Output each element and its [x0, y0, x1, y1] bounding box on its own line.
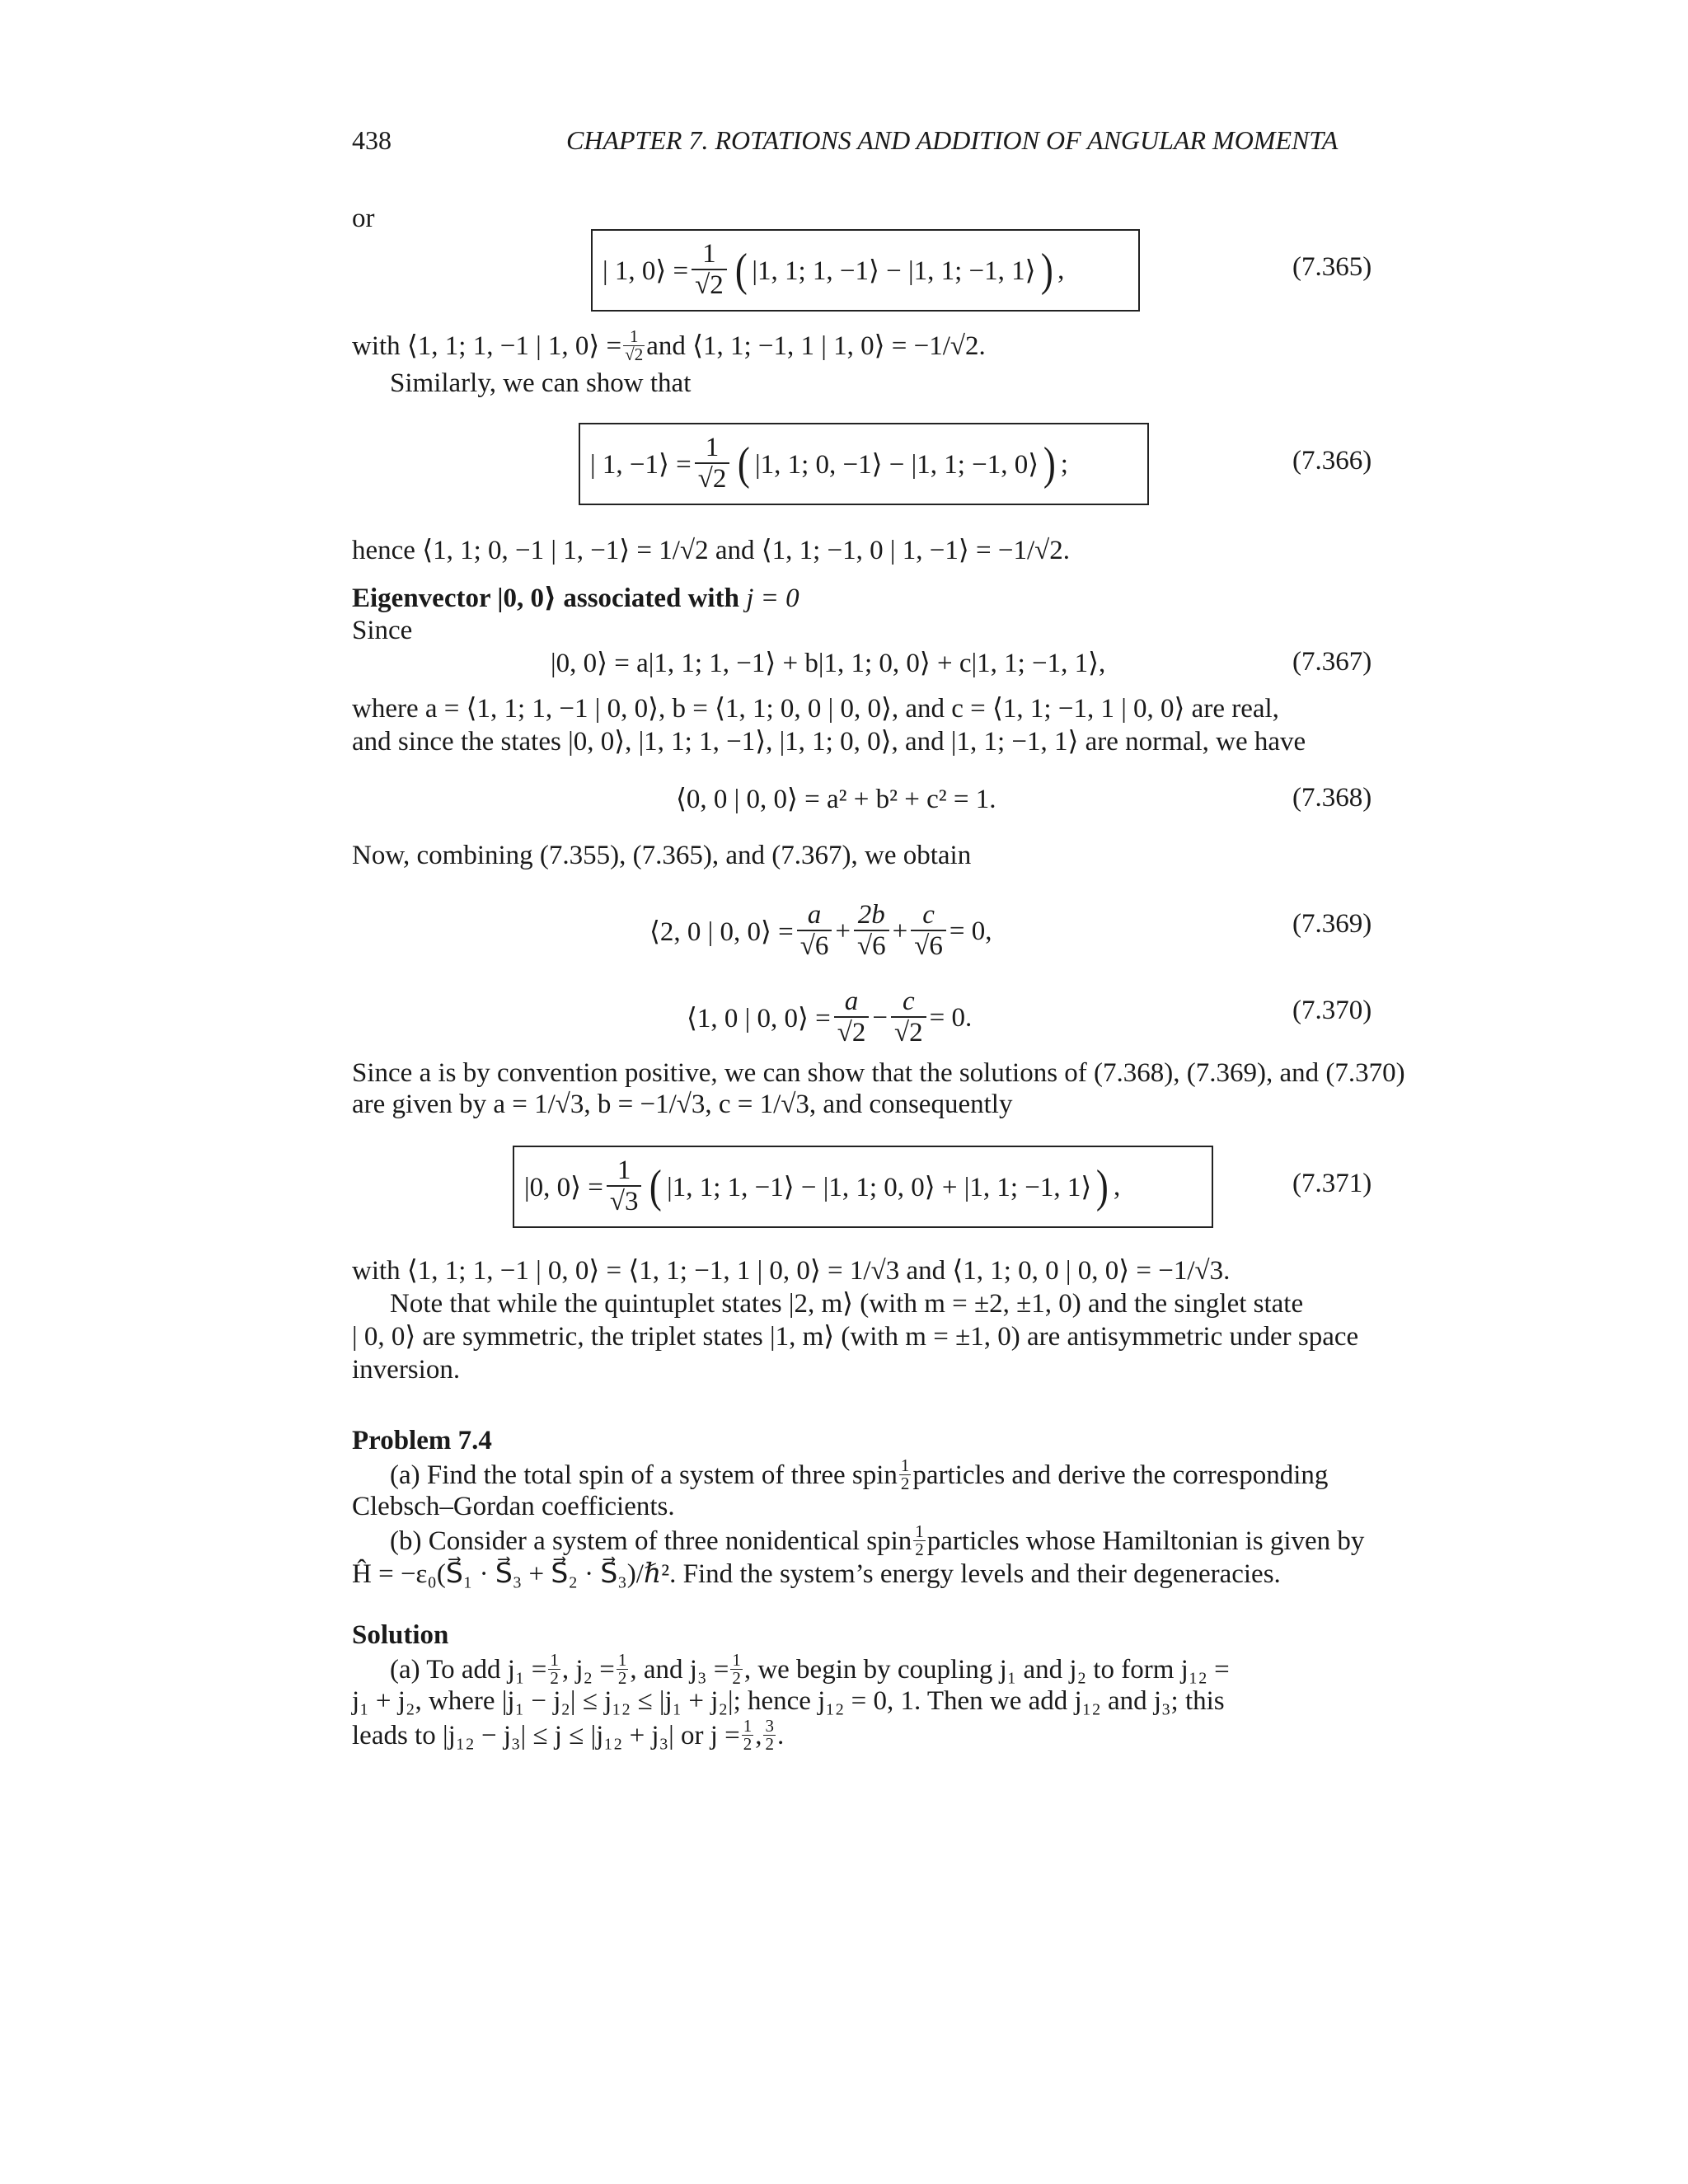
with-1-fraction [623, 328, 645, 363]
sol-1-half-c [730, 1652, 743, 1687]
with-line-1 [352, 328, 986, 363]
sol-3-three-halves [763, 1718, 776, 1753]
text-with-line-2: with ⟨1, 1; 1, −1 | 0, 0⟩ = ⟨1, 1; −1, 1 | 0, 0⟩ = 1/√3 and ⟨1, 1; 0, 0 | 0, 0⟩ = −1/√3. [352, 1256, 1231, 1286]
sol-3-half-num: 1 [743, 1716, 753, 1736]
eq369-frac-a-num: a [807, 899, 822, 930]
eq365-fraction [692, 239, 727, 302]
equation-7-369 [649, 890, 992, 972]
solution-line-3 [352, 1718, 784, 1753]
eq369-frac-a-den: √6 [797, 930, 832, 963]
eq366-frac-den: √2 [695, 462, 730, 495]
eq371-frac-num: 1 [617, 1155, 631, 1185]
eq366-lhs: | 1, −1⟩ = [590, 450, 692, 480]
with-1-text: with ⟨1, 1; 1, −1 | 1, 0⟩ = [352, 330, 622, 361]
prob-a-half [899, 1457, 912, 1493]
sol-3-three-halves-num: 3 [765, 1716, 774, 1736]
eq370-rhs: = 0. [929, 1002, 973, 1033]
sol-1-half-a-den: 2 [550, 1668, 559, 1688]
eq371-rparen: ) [1096, 1161, 1109, 1212]
eq370-frac-a-den: √2 [834, 1016, 870, 1049]
text-hence: hence ⟨1, 1; 0, −1 | 1, −1⟩ = 1/√2 and ⟨1, 1; −1, 0 | 1, −1⟩ = −1/√2. [352, 536, 1070, 565]
equation-7-371 [513, 1146, 1213, 1228]
eq369-plus-1: + [835, 916, 851, 946]
sol-1-half-b-num: 1 [617, 1650, 627, 1670]
eq365-lparen: ( [734, 245, 748, 296]
eq370-frac-c-num: c [902, 986, 915, 1016]
eq371-frac-den: √3 [607, 1185, 642, 1218]
eq365-frac-den: √2 [692, 269, 727, 302]
sol-3-half [742, 1718, 754, 1753]
eq370-minus: − [872, 1002, 888, 1033]
eq371-fraction [607, 1155, 642, 1218]
eq370-frac-c [891, 987, 926, 1049]
equation-7-370 [687, 977, 972, 1059]
with-1-and-text: and ⟨1, 1; −1, 1 | 1, 0⟩ = −1/√2. [646, 330, 986, 361]
sol-1-half-a-num: 1 [550, 1650, 559, 1670]
text-now-combining: Now, combining (7.355), (7.365), and (7.367), we obtain [352, 841, 972, 870]
eq371-lhs: |0, 0⟩ = [524, 1173, 603, 1202]
problem-a-line-1 [390, 1457, 1328, 1493]
solution-line-2: j₁ + j₂, where |j₁ − j₂| ≤ j₁₂ ≤ |j₁ + j₂|; hence j₁₂ = 0, 1. Then we add j₁₂ and j₃; this [352, 1686, 1225, 1716]
eq366-tail: ; [1060, 448, 1068, 479]
problem-heading [352, 1424, 492, 1457]
sol-1-half-b-den: 2 [617, 1668, 627, 1688]
eq365-rparen: ) [1040, 245, 1053, 296]
sol-1-half-b [617, 1652, 629, 1687]
sol-1c-text: , and j₃ = [630, 1654, 729, 1685]
solution-heading-text: Solution [352, 1620, 449, 1650]
eq-number-7-367: (7.367) [1292, 647, 1372, 677]
equation-7-368: ⟨0, 0 | 0, 0⟩ = a² + b² + c² = 1. [676, 785, 996, 814]
sol-1-half-c-num: 1 [732, 1650, 741, 1670]
solution-heading [352, 1619, 448, 1652]
with-1-frac-num: 1 [629, 326, 639, 346]
problem-b-line-2: Ĥ = −ε₀(S⃗₁ · S⃗₃ + S⃗₂ · S⃗₃)/ℏ². Find the system’s energy levels and their degeneracies. [352, 1559, 1281, 1589]
prob-b-half-num: 1 [915, 1521, 924, 1541]
text-since-a-line: Since a is by convention positive, we can show that the solutions of (7.368), (7.369), and (7.370) [352, 1058, 1405, 1088]
eq370-frac-a-num: a [844, 986, 859, 1016]
sol-1d-text: , we begin by coupling j₁ and j₂ to form j₁₂ = [743, 1654, 1230, 1685]
eq-number-7-370: (7.370) [1292, 996, 1372, 1025]
sol-3a-text: leads to |j₁₂ − j₃| ≤ j ≤ |j₁₂ + j₃| or j = [352, 1720, 740, 1750]
problem-heading-text: Problem 7.4 [352, 1426, 492, 1455]
eq366-frac-num: 1 [705, 432, 720, 462]
with-1-frac-den: √2 [625, 344, 644, 364]
eq369-rhs: = 0, [949, 916, 992, 946]
eigen-heading-j: j = 0 [746, 583, 799, 613]
eq369-frac-b-den: √6 [854, 930, 889, 963]
eq-number-7-371: (7.371) [1292, 1169, 1372, 1198]
equation-7-365 [591, 229, 1140, 312]
sol-1-half-c-den: 2 [732, 1668, 741, 1688]
prob-b-half [913, 1523, 926, 1558]
equation-7-366 [579, 423, 1149, 505]
eq369-frac-a [797, 900, 832, 963]
eq365-lhs: | 1, 0⟩ = [603, 256, 689, 286]
eq365-inner: |1, 1; 1, −1⟩ − |1, 1; −1, 1⟩ [752, 256, 1036, 286]
eq-number-7-368: (7.368) [1292, 783, 1372, 813]
eigen-heading [352, 582, 799, 615]
sol-3-half-den: 2 [743, 1734, 753, 1754]
eq369-frac-c-den: √6 [911, 930, 946, 963]
prob-a-1b-text: particles and derive the corresponding [912, 1460, 1329, 1490]
text-note-1: Note that while the quintuplet states |2, m⟩ (with m = ±2, ±1, 0) and the singlet state [390, 1289, 1304, 1319]
text-note-2: | 0, 0⟩ are symmetric, the triplet states |1, m⟩ (with m = ±1, 0) are antisymmetric under space [352, 1322, 1359, 1352]
sol-1-half-a [548, 1652, 560, 1687]
eq371-inner: |1, 1; 1, −1⟩ − |1, 1; 0, 0⟩ + |1, 1; −1, 1⟩ [667, 1173, 1092, 1202]
eq369-frac-c-num: c [922, 899, 935, 930]
eq369-lhs: ⟨2, 0 | 0, 0⟩ = [649, 917, 794, 947]
text-and-since-line: and since the states |0, 0⟩, |1, 1; 1, −1⟩, |1, 1; 0, 0⟩, and |1, 1; −1, 1⟩ are normal, we have [352, 727, 1306, 757]
eq-number-7-365: (7.365) [1292, 252, 1372, 282]
text-note-3: inversion. [352, 1355, 461, 1385]
solution-line-1 [390, 1652, 1230, 1687]
eq366-lparen: ( [738, 438, 751, 490]
eq-number-7-369: (7.369) [1292, 909, 1372, 939]
prob-b-1-text: (b) Consider a system of three nonidentical spin [390, 1526, 912, 1556]
prob-b-1b-text: particles whose Hamiltonian is given by [926, 1526, 1365, 1556]
equation-7-367: |0, 0⟩ = a|1, 1; 1, −1⟩ + b|1, 1; 0, 0⟩ + c|1, 1; −1, 1⟩, [551, 649, 1106, 678]
eq-number-7-366: (7.366) [1292, 446, 1372, 476]
eq369-plus-2: + [892, 916, 908, 946]
sol-3b-text: , [755, 1720, 762, 1750]
prob-a-half-den: 2 [900, 1474, 910, 1493]
problem-a-line-2: Clebsch–Gordan coefficients. [352, 1492, 675, 1521]
sol-1b-text: , j₂ = [561, 1654, 615, 1685]
eq365-tail: , [1057, 255, 1065, 285]
text-given-by-line: are given by a = 1/√3, b = −1/√3, c = 1/√3, and consequently [352, 1090, 1013, 1119]
eq370-frac-a [834, 987, 870, 1049]
eq371-tail: , [1113, 1171, 1121, 1202]
prob-a-1-text: (a) Find the total spin of a system of three spin [390, 1460, 898, 1490]
eq366-fraction [695, 433, 730, 495]
eigen-heading-text: Eigenvector |0, 0⟩ associated with [352, 583, 739, 613]
problem-b-line-1 [390, 1523, 1364, 1558]
page-number: 438 [352, 125, 392, 155]
eq369-frac-c [911, 900, 946, 963]
sol-1a-text: (a) To add j₁ = [390, 1654, 547, 1685]
eq366-inner: |1, 1; 0, −1⟩ − |1, 1; −1, 0⟩ [754, 450, 1039, 480]
prob-b-half-den: 2 [915, 1540, 924, 1559]
eq370-lhs: ⟨1, 0 | 0, 0⟩ = [687, 1004, 831, 1033]
eq369-frac-b-num: 2b [857, 899, 885, 930]
sol-3-three-halves-den: 2 [765, 1734, 774, 1754]
eq366-rparen: ) [1043, 438, 1056, 490]
eq369-frac-b [854, 900, 889, 963]
eq365-frac-num: 1 [702, 238, 716, 269]
text-or: or [352, 204, 375, 233]
text-since: Since [352, 616, 413, 645]
eq370-frac-c-den: √2 [891, 1016, 926, 1049]
running-title: CHAPTER 7. ROTATIONS AND ADDITION OF ANGULAR MOMENTA [566, 125, 1339, 155]
prob-a-half-num: 1 [900, 1455, 910, 1475]
text-similarly: Similarly, we can show that [390, 368, 692, 398]
text-where-line: where a = ⟨1, 1; 1, −1 | 0, 0⟩, b = ⟨1, 1; 0, 0 | 0, 0⟩, and c = ⟨1, 1; −1, 1 | 0, 0⟩ are real, [352, 694, 1279, 724]
sol-3c-text: . [776, 1720, 785, 1750]
eq371-lparen: ( [649, 1161, 663, 1212]
